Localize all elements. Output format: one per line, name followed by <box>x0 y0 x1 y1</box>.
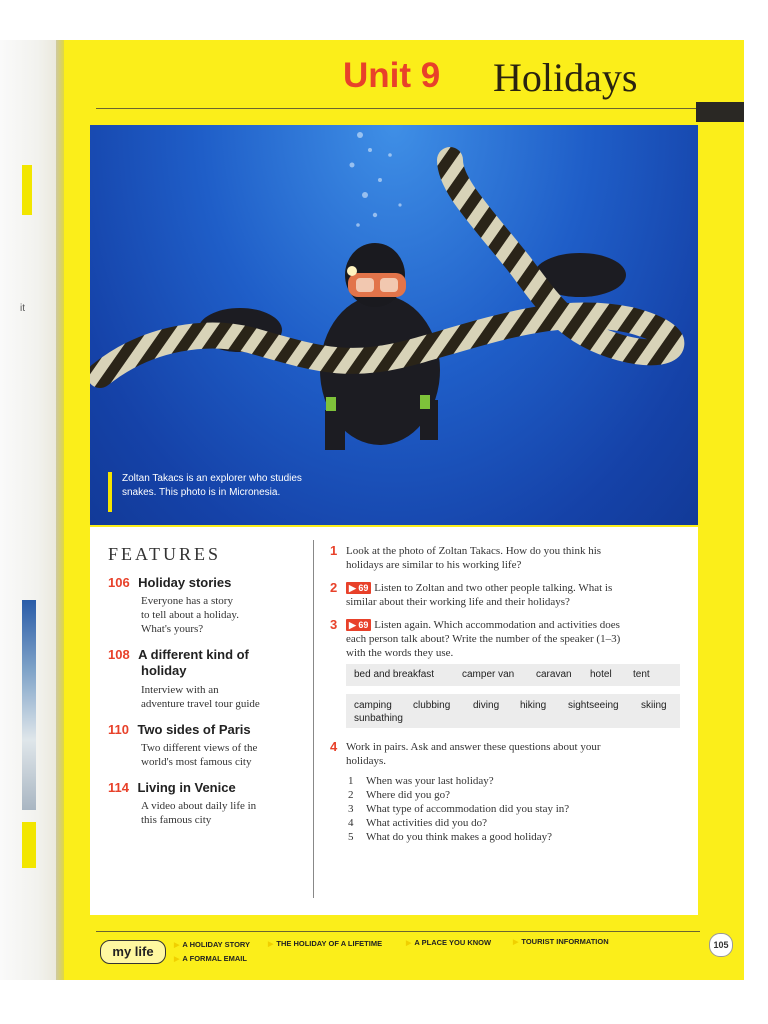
question-text <box>346 618 620 660</box>
question-line: Work in pairs. Ask and answer these questions about your <box>346 741 601 753</box>
bubbles <box>350 132 402 227</box>
feature-page-number: 110 <box>108 722 129 737</box>
accommodation-word-box <box>346 664 680 686</box>
feature-item[interactable] <box>108 779 236 797</box>
photo-illustration <box>90 125 698 525</box>
word-chip: bed and breakfast <box>354 669 435 680</box>
feature-description <box>141 799 256 827</box>
question-line: Listen to Zoltan and two other people talking. What is <box>374 582 613 594</box>
feature-desc-line: this famous city <box>141 814 212 826</box>
audio-track-number: 69 <box>358 620 369 630</box>
word-chip: diving <box>473 700 500 711</box>
feature-desc-line: Interview with an <box>141 684 219 696</box>
word-chip: clubbing <box>413 700 451 711</box>
feature-page-number: 114 <box>108 780 129 795</box>
feature-page-number: 108 <box>108 647 130 662</box>
sub-question <box>348 788 569 802</box>
sub-question-number: 2 <box>348 789 354 801</box>
footer-link-label: A PLACE YOU KNOW <box>414 938 492 947</box>
caption-bar <box>108 472 112 512</box>
question-number: 2 <box>330 580 338 595</box>
my-life-badge[interactable]: my life <box>100 940 166 964</box>
word-chip: tent <box>633 669 650 680</box>
feature-page-number: 106 <box>108 575 130 590</box>
previous-page-yellow-strip-2 <box>22 822 36 868</box>
feature-desc-line: A video about daily life in <box>141 800 257 812</box>
question-line: holidays. <box>346 755 387 767</box>
unit-label: Unit 9 <box>343 56 441 95</box>
feature-desc-line: Everyone has a story <box>141 595 233 607</box>
footer-rule <box>96 931 700 932</box>
feature-title: Living in Venice <box>137 780 236 795</box>
question-text <box>346 740 601 768</box>
sub-question-text: What type of accommodation did you stay in? <box>366 803 570 815</box>
sub-question-text: What do you think makes a good holiday? <box>366 831 553 843</box>
feature-desc-line: What's yours? <box>141 623 204 635</box>
word-chip: sightseeing <box>568 700 619 711</box>
feature-title: A different kind of <box>138 647 249 662</box>
question-line: with the words they use. <box>346 647 454 659</box>
sub-question-list <box>348 774 569 844</box>
question-number: 3 <box>330 617 338 632</box>
triangle-icon: ▶ <box>406 940 412 947</box>
unit-title: Holidays <box>493 55 638 100</box>
footer-link-label: TOURIST INFORMATION <box>521 937 609 946</box>
photo-caption: Zoltan Takacs is an explorer who studies snakes. This photo is in Micronesia. <box>122 473 302 498</box>
question-line: Listen again. Which accommodation and activities does <box>374 619 620 631</box>
word-chip: caravan <box>536 669 572 680</box>
title-rule <box>96 108 696 109</box>
corner-block <box>696 102 744 122</box>
audio-track-button[interactable]: ▶ 69 <box>346 619 371 631</box>
question-line: each person talk about? Write the number of the speaker (1–3) <box>346 633 621 645</box>
features-heading: FEATURES <box>108 544 222 564</box>
sub-question <box>348 774 569 788</box>
previous-page-image-strip <box>22 600 36 810</box>
feature-title: Two sides of Paris <box>137 722 251 737</box>
feature-title-line2: holiday <box>141 663 187 678</box>
feature-desc-line: to tell about a holiday. <box>141 609 239 621</box>
sub-question-text: When was your last holiday? <box>366 775 494 787</box>
page-number: 105 <box>709 933 733 957</box>
feature-description <box>141 683 260 711</box>
triangle-icon: ▶ <box>174 942 180 949</box>
audio-track-button[interactable]: ▶ 69 <box>346 582 371 594</box>
word-chip: hotel <box>590 669 612 680</box>
sub-question <box>348 802 569 816</box>
feature-item[interactable] <box>108 646 249 664</box>
previous-page-text-fragment: it <box>20 303 25 314</box>
sub-question-number: 4 <box>348 817 354 829</box>
triangle-icon: ▶ <box>513 939 519 946</box>
sub-question-number: 1 <box>348 775 354 787</box>
word-chip: sunbathing <box>354 713 403 724</box>
feature-title: Holiday stories <box>138 575 232 590</box>
sub-question-text: What activities did you do? <box>366 817 487 829</box>
word-chip: hiking <box>520 700 547 711</box>
question-line: Look at the photo of Zoltan Takacs. How do you think his <box>346 545 602 557</box>
question-line: similar about their working life and their holidays? <box>346 596 570 608</box>
sub-question <box>348 816 569 830</box>
footer-link-label: A FORMAL EMAIL <box>182 954 247 963</box>
footer-link[interactable] <box>174 940 250 949</box>
word-chip: camper van <box>462 669 515 680</box>
sub-question-text: Where did you go? <box>366 789 450 801</box>
feature-description <box>141 741 257 769</box>
footer-link[interactable] <box>268 939 382 948</box>
column-divider <box>313 540 314 898</box>
footer-link-label: THE HOLIDAY OF A LIFETIME <box>276 939 383 948</box>
question-number: 4 <box>330 739 338 754</box>
feature-description <box>141 594 239 636</box>
sub-question-number: 3 <box>348 803 354 815</box>
feature-desc-line: world's most famous city <box>141 756 252 768</box>
question-line: holidays are similar to his working life? <box>346 559 522 571</box>
sub-question <box>348 830 569 844</box>
sub-question-number: 5 <box>348 831 354 843</box>
footer-link[interactable] <box>406 938 491 947</box>
footer-link[interactable] <box>174 954 247 963</box>
feature-desc-line: adventure travel tour guide <box>141 698 260 710</box>
feature-item[interactable] <box>108 574 231 592</box>
question-number: 1 <box>330 543 338 558</box>
footer-link[interactable] <box>513 937 609 946</box>
feature-desc-line: Two different views of the <box>141 742 258 754</box>
word-chip: camping <box>354 700 392 711</box>
word-chip: skiing <box>641 700 667 711</box>
triangle-icon: ▶ <box>268 941 274 948</box>
question-text <box>346 581 612 609</box>
feature-item[interactable] <box>108 721 251 739</box>
activity-word-box <box>346 694 680 728</box>
audio-track-number: 69 <box>358 583 369 593</box>
question-text <box>346 544 601 572</box>
footer-link-label: A HOLIDAY STORY <box>182 940 251 949</box>
previous-page-yellow-strip <box>22 165 32 215</box>
diver-snake-photo <box>90 125 698 525</box>
triangle-icon: ▶ <box>174 956 180 963</box>
